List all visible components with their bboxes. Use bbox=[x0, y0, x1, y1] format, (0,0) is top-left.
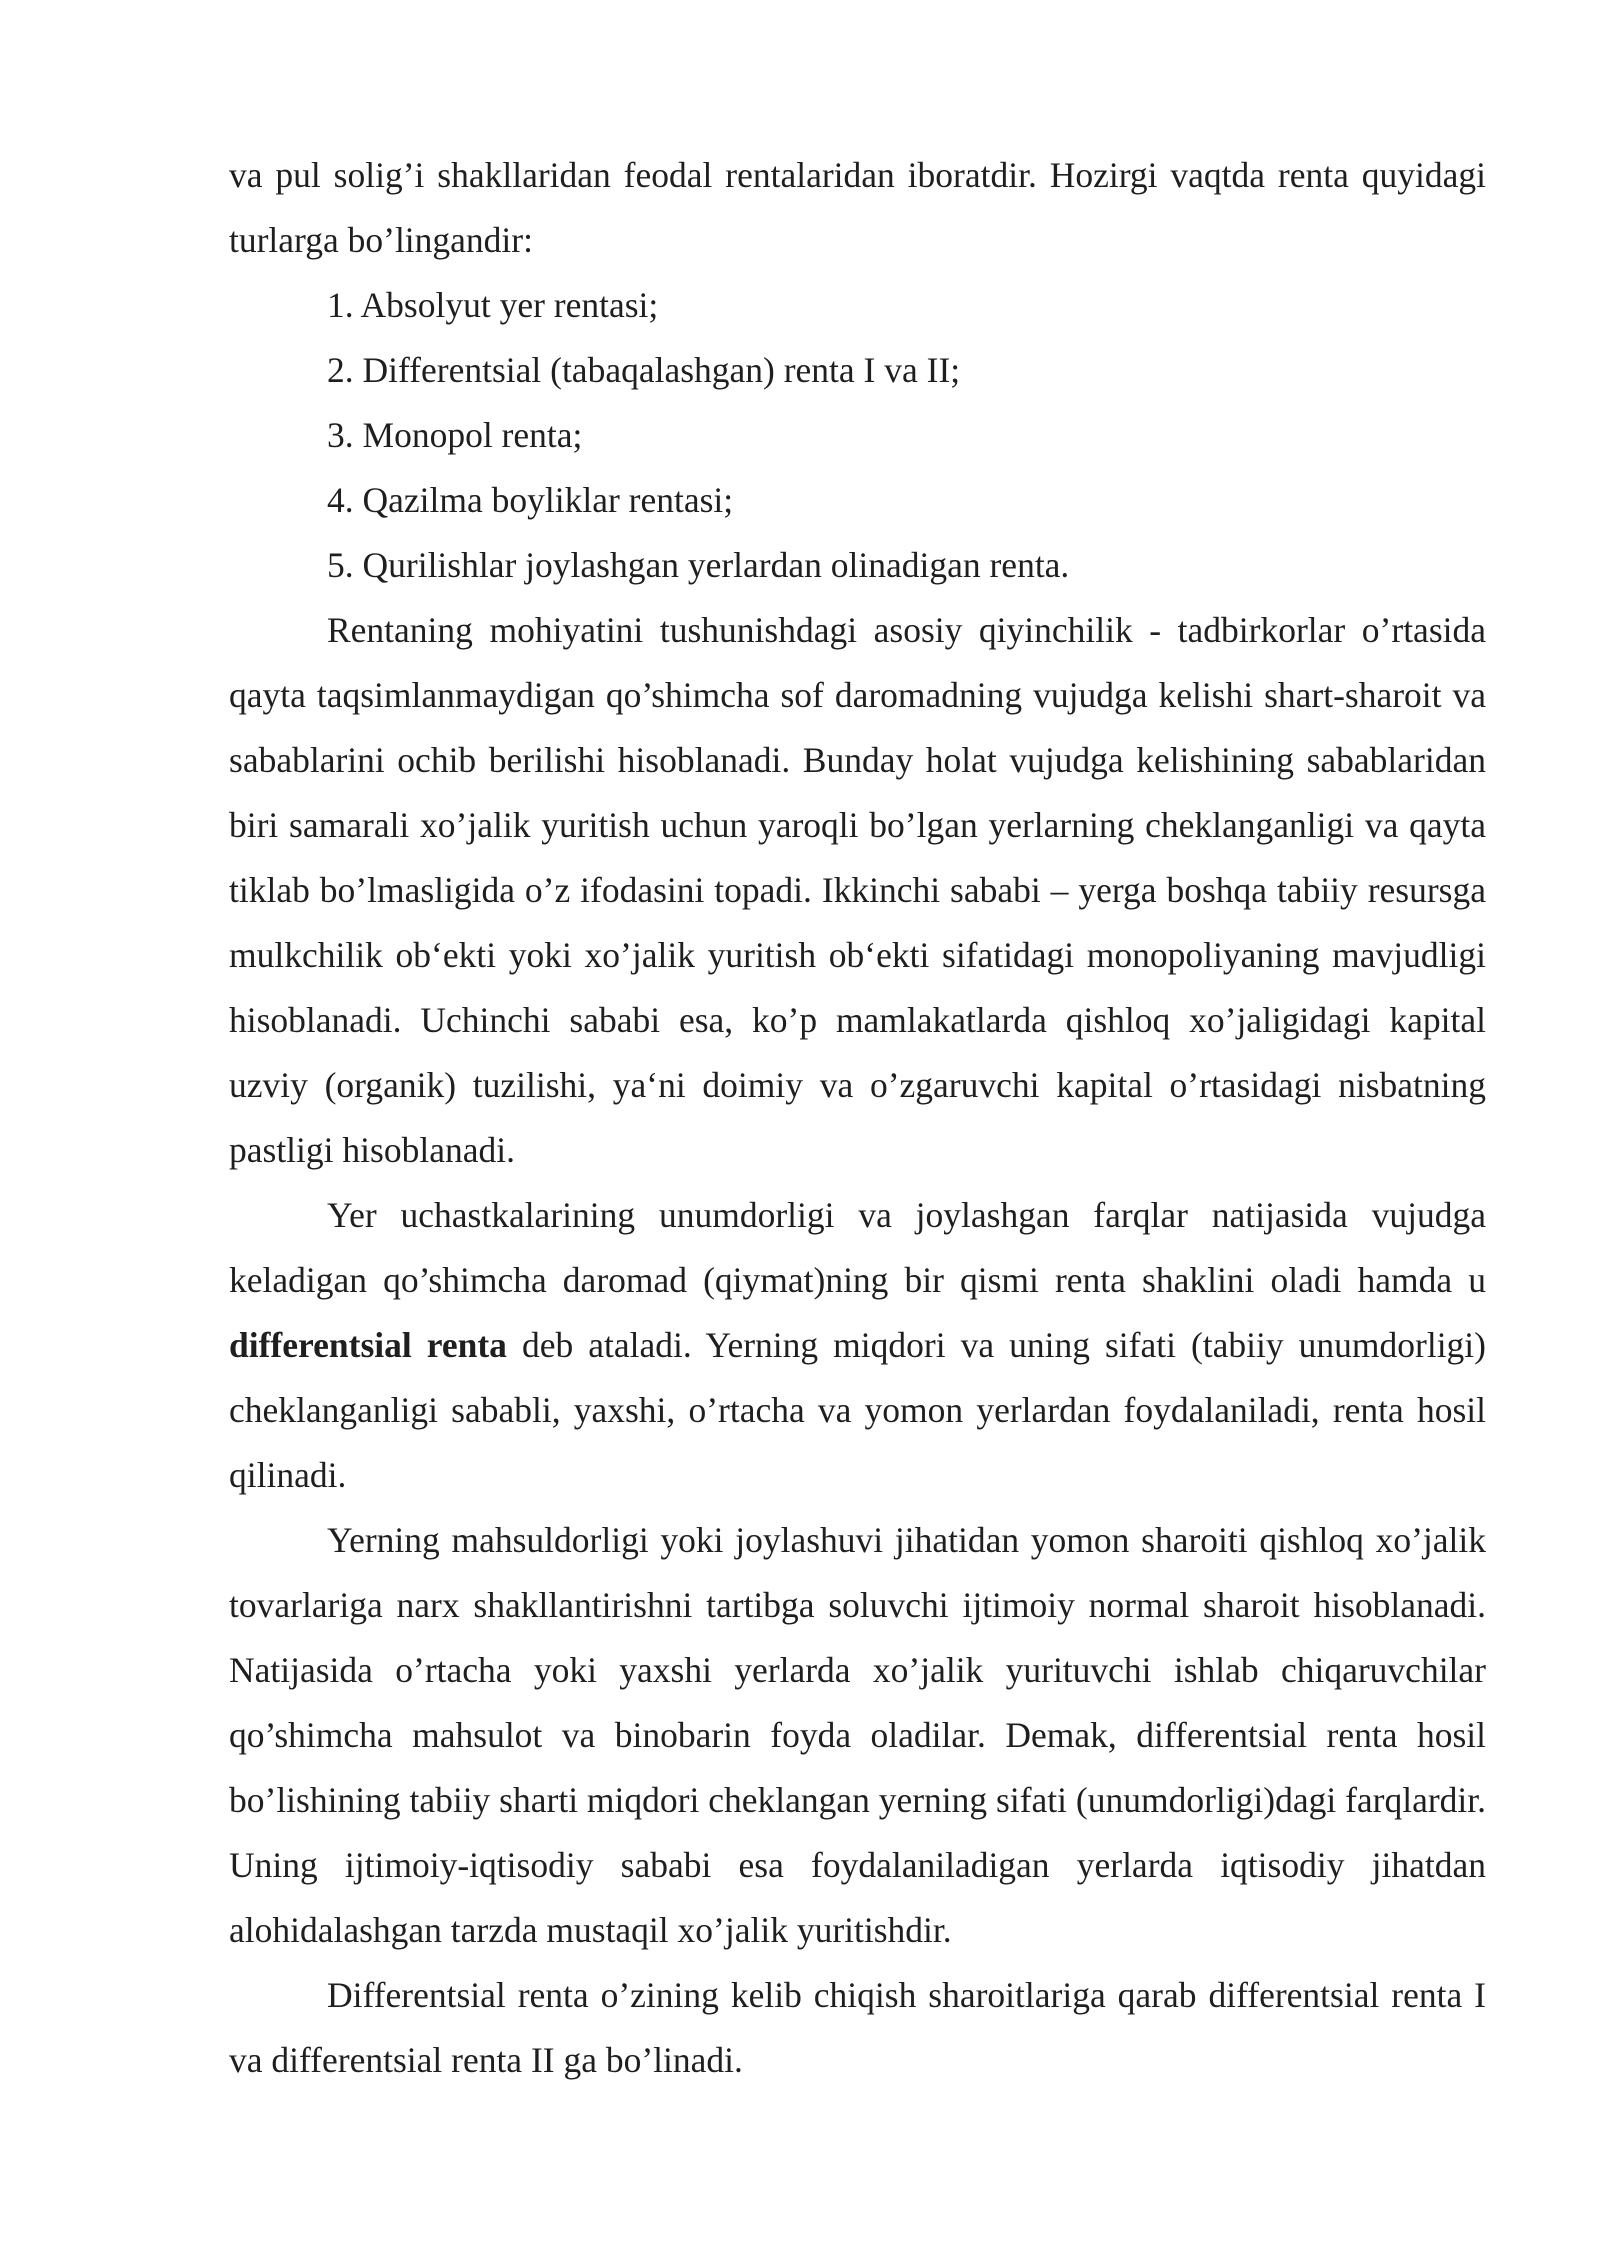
paragraph-renta-essence: Rentaning mohiyatini tushunishdagi asosiy qiyinchilik - tadbirkorlar o’rtasida qayta taqsimlanmaydigan qo’shimcha sof daromadning vujudga kelishi shart-sharoit va sabablarini ochib berilishi hisoblanadi. Bunday holat vujudga kelishining sabablaridan biri samarali xo’jalik yuritish uchun yaroqli bo’lgan yerlarning cheklanganligi va qayta tiklab bo’lmasligida o’z ifodasini topadi. Ikkinchi sababi – yerga boshqa tabiiy resursga mulkchilik ob‘ekti yoki xo’jalik yuritish ob‘ekti sifatidagi monopoliyaning mavjudligi hisoblanadi. Uchinchi sababi esa, ko’p mamlakatlarda qishloq xo’jaligidagi kapital uzviy (organik) tuzilishi, ya‘ni doimiy va o’zgaruvchi kapital o’rtasidagi nisbatning pastligi hisoblanadi. bbox=[229, 610, 1486, 1170]
list-item: 1. Absolyut yer rentasi; bbox=[327, 285, 659, 325]
document-page bbox=[229, 143, 1486, 2093]
paragraph-intro: va pul solig’i shakllaridan feodal rentalaridan iboratdir. Hozirgi vaqtda renta quyidagi turlarga bo’lingandir: bbox=[229, 155, 1486, 260]
paragraph-differential-definition bbox=[229, 1183, 1486, 1508]
renta-types-list bbox=[229, 273, 1486, 598]
paragraph-conclusion: Differentsial renta o’zining kelib chiqish sharoitlariga qarab differentsial renta I va differentsial renta II ga bo’linadi. bbox=[229, 1975, 1486, 2080]
list-item: 5. Qurilishlar joylashgan yerlardan olinadigan renta. bbox=[327, 545, 1070, 585]
list-item: 4. Qazilma boyliklar rentasi; bbox=[327, 480, 734, 520]
list-item: 3. Monopol renta; bbox=[327, 415, 583, 455]
paragraph-conditions: Yerning mahsuldorligi yoki joylashuvi jihatidan yomon sharoiti qishloq xo’jalik tovarlariga narx shakllantirishni tartibga soluvchi ijtimoiy normal sharoit hisoblanadi. Natijasida o’rtacha yoki yaxshi yerlarda xo’jalik yurituvchi ishlab chiqaruvchilar qo’shimcha mahsulot va binobarin foyda oladilar. Demak, differentsial renta hosil bo’lishining tabiiy sharti miqdori cheklangan yerning sifati (unumdorligi)dagi farqlardir. Uning ijtimoiy-iqtisodiy sababi esa foydalaniladigan yerlarda iqtisodiy jihatdan alohidalashgan tarzda mustaqil xo’jalik yuritishdir. bbox=[229, 1520, 1487, 1950]
text-segment: Yer uchastkalarining unumdorligi va joylashgan farqlar natijasida vujudga keladigan qo’shimcha daromad (qiymat)ning bir qismi renta shaklini oladi hamda u bbox=[229, 1195, 1486, 1300]
list-item: 2. Differentsial (tabaqalashgan) renta I va II; bbox=[327, 350, 961, 390]
bold-term: differentsial renta bbox=[229, 1325, 507, 1365]
text-segment: deb ataladi. Yerning miqdori va uning sifati (tabiiy unumdorligi) cheklanganligi sababli, yaxshi, o’rtacha va yomon yerlardan foydalaniladi, renta hosil qilinadi. bbox=[229, 1325, 1486, 1495]
